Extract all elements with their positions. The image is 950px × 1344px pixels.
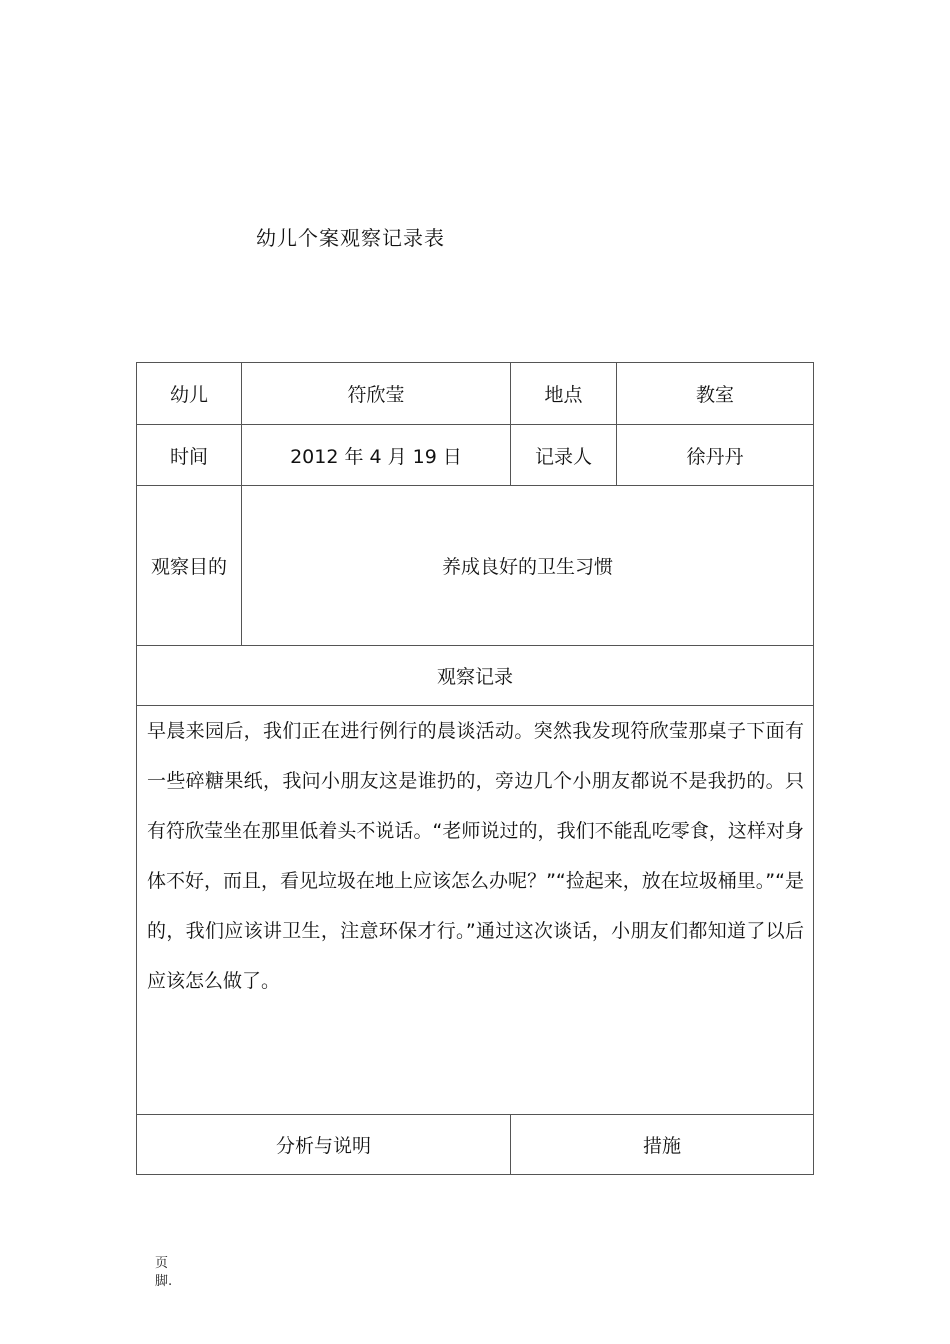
purpose-value: 养成良好的卫生习惯 bbox=[441, 556, 613, 578]
time-label: 时间 bbox=[169, 445, 208, 468]
time-value: 2012 年 4 月 19 日 bbox=[290, 445, 462, 468]
page-footer: 页 脚. bbox=[155, 1256, 173, 1289]
child-name: 符欣莹 bbox=[347, 384, 405, 406]
document-title: 幼儿个案观察记录表 bbox=[256, 226, 445, 250]
recorder-value: 徐丹丹 bbox=[686, 445, 744, 468]
observation-table bbox=[136, 362, 814, 1175]
purpose-label: 观察目的 bbox=[150, 556, 227, 578]
place-value: 教室 bbox=[695, 384, 734, 406]
record-text: 早晨来园后，我们正在进行例行的晨谈活动。突然我发现符欣莹那桌子下面有一些碎糖果纸，我问小朋友这是谁扔的，旁边几个小朋友都说不是我扔的。只有符欣莹坐在那里低着头不说话。“老师说过的，我们不能乱吃零食，这样对身体不好，而且，看见垃圾在地上应该怎么办呢？”“捡起来，放在垃圾桶里。”“是的，我们应该讲卫生，注意环保才行。”通过这次谈话，小朋友们都知道了以后应该怎么做了。 bbox=[147, 720, 804, 992]
record-header: 观察记录 bbox=[436, 666, 513, 688]
recorder-label: 记录人 bbox=[534, 445, 592, 468]
measures-label: 措施 bbox=[642, 1135, 681, 1157]
analysis-label: 分析与说明 bbox=[275, 1135, 371, 1157]
child-label: 幼儿 bbox=[169, 384, 208, 406]
place-label: 地点 bbox=[544, 384, 583, 406]
